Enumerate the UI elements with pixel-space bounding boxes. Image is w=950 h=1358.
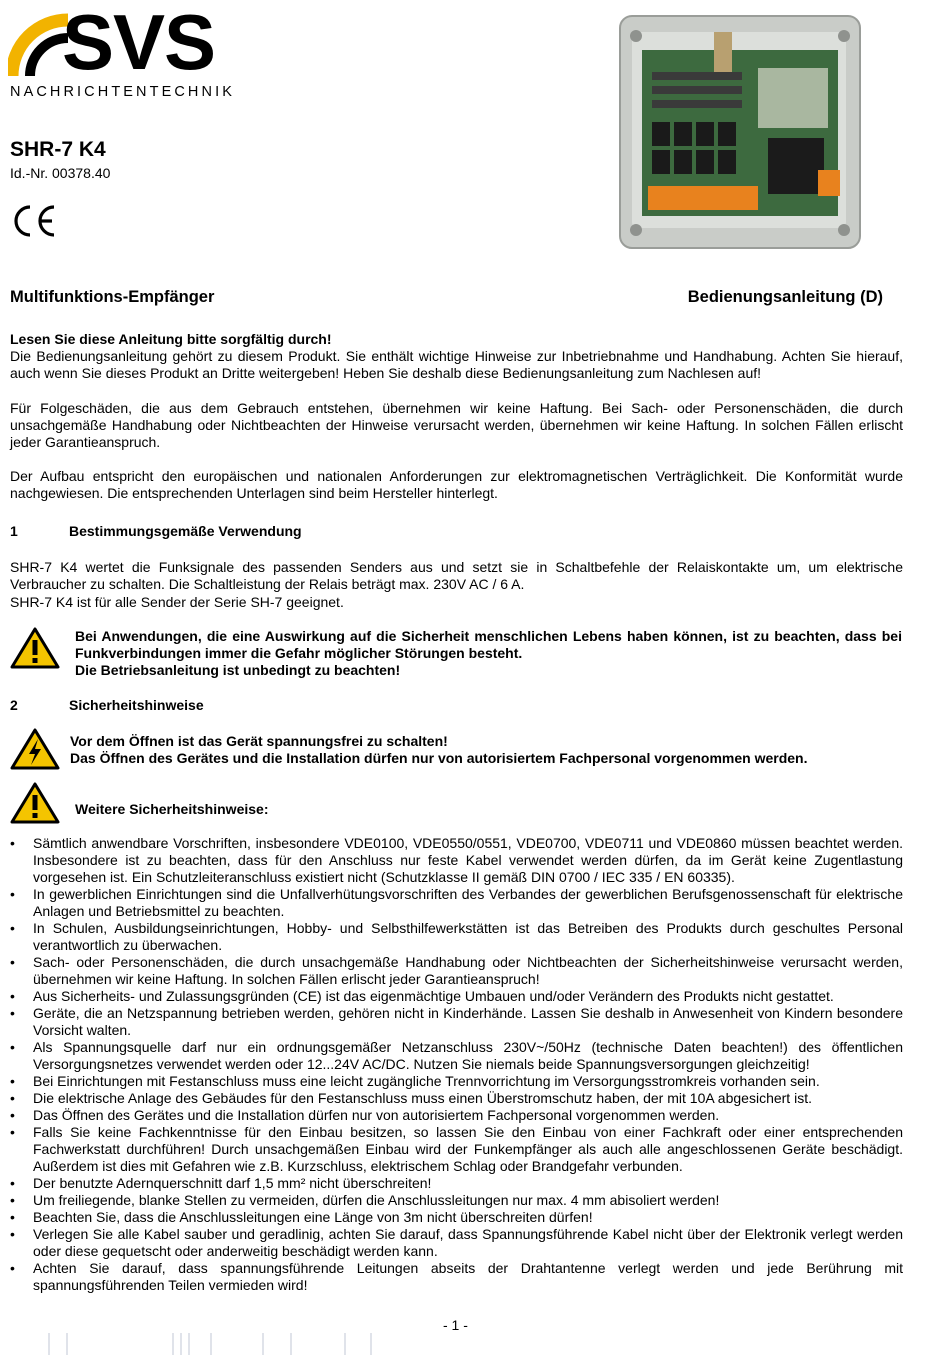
list-item: • Geräte, die an Netzspannung betrieben werden, gehören nicht in Kinderhände. Lassen Sie deshalb in Anwesenheit von Kindern besondere Vorsicht walten.: [10, 1005, 903, 1039]
safety-bullet-list: [10, 835, 903, 1294]
list-item: • Sach- oder Personenschäden, die durch unsachgemäße Handhabung oder Nichtbeachten der Sicherheitshinweise verursacht werden, übernehmen wir keine Haftung. In solchen Fällen erlischt jeder Garantieanspruch!: [10, 954, 903, 988]
list-item: • Sämtlich anwendbare Vorschriften, insbesondere VDE0100, VDE0550/0551, VDE0700, VDE0711 und VDE0860 müssen beachtet werden. Insbesondere ist zu beachten, dass für den Anschluss nur feste Kabel verwendet werden dürfen, da im Gerät keine Zugentlastung vorgesehen ist. Ein Schutzleiteranschluss existiert nicht (Schutzklasse II gemäß DIN 0700 / IEC 335 / EN 60335).: [10, 835, 903, 886]
list-item: • Beachten Sie, dass die Anschlussleitungen eine Länge von 3m nicht überschreiten dürfen!: [10, 1209, 903, 1226]
high-voltage-warning-icon: [10, 728, 60, 770]
intro-lead: Lesen Sie diese Anleitung bitte sorgfältig durch!: [10, 331, 332, 347]
section-2-title: Sicherheitshinweise: [69, 697, 204, 713]
section-1-warning: Bei Anwendungen, die eine Auswirkung auf die Sicherheit menschlichen Lebens haben können, ist zu beachten, dass bei Funkverbindungen immer die Gefahr möglicher Störungen besteht.: [75, 628, 902, 661]
list-item: • Als Spannungsquelle darf nur ein ordnungsgemäßer Netzanschluss 230V~/50Hz (technische Daten beachten!) des öffentlichen Versorgungsnetzes verwendet werden oder 12...24V AC/DC. Nutzen Sie niemals beide Spannungsversorgungen gleichzeitig!: [10, 1039, 903, 1073]
voltage-warning-2: Das Öffnen des Gerätes und die Installation dürfen nur von autorisiertem Fachpersonal vorgenommen werden.: [70, 750, 808, 766]
list-item: • Achten Sie darauf, dass spannungsführende Leitungen abseits der Drahtantenne verlegt werden und jede Berührung mit spannungsführenden Teilen vermieden wird!: [10, 1260, 903, 1294]
list-item: • Um freiliegende, blanke Stellen zu vermeiden, dürfen die Anschlussleitungen nur max. 4 mm abisoliert werden!: [10, 1192, 903, 1209]
logo-wordmark: SVS: [62, 0, 216, 86]
list-item: • Bei Einrichtungen mit Festanschluss muss eine leicht zugängliche Trennvorrichtung im Versorgungsstromkreis vorhanden sein.: [10, 1073, 903, 1090]
ce-mark-icon: [10, 203, 58, 239]
warning-triangle-icon-2: [10, 782, 60, 824]
list-item: • Die elektrische Anlage des Gebäudes für den Festanschluss muss einen Überstromschutz haben, der mit 10A abgesichert ist.: [10, 1090, 903, 1107]
section-1-heading: [10, 523, 302, 540]
page-number: - 1 -: [443, 1317, 468, 1333]
section-1-paragraph-1: SHR-7 K4 wertet die Funksignale des passenden Senders aus und setzt sie in Schaltbefehle der Relaiskontakte um, um elektrische Verbraucher zu schalten. Die Schaltleistung der Relais beträgt max. 230V AC / 6 A.: [10, 559, 903, 592]
list-item: • Das Öffnen des Gerätes und die Installation dürfen nur von autorisiertem Fachpersonal vorgenommen werden.: [10, 1107, 903, 1124]
product-photo: [618, 10, 864, 252]
product-title: SHR-7 K4: [10, 138, 106, 161]
list-item: • In Schulen, Ausbildungseinrichtungen, Hobby- und Selbsthilfewerkstätten ist das Betreiben des Produkts durch geschultes Personal verantwortlich zu überwachen.: [10, 920, 903, 954]
logo-subtitle: NACHRICHTENTECHNIK: [10, 84, 235, 100]
section-1-title: Bestimmungsgemäße Verwendung: [69, 523, 302, 539]
intro-paragraph-3: Der Aufbau entspricht den europäischen und nationalen Anforderungen zur elektromagnetischen Verträglichkeit. Die Konformität wurde nachgewiesen. Die entsprechenden Unterlagen sind beim Hersteller hinterlegt.: [10, 468, 903, 501]
section-2-number: 2: [10, 697, 18, 713]
intro-paragraph-2: Für Folgeschäden, die aus dem Gebrauch entstehen, übernehmen wir keine Haftung. Bei Sach- oder Personenschäden, die durch unsachgemäße Handhabung oder Nichtbeachten der Hinweise verursacht werden, übernehmen wir keine Haftung. In solchen Fällen erlischt jeder Garantieanspruch.: [10, 400, 903, 450]
list-item: • Falls Sie keine Fachkenntnisse für den Einbau besitzen, so lassen Sie den Einbau von einer Fachkraft oder einer entsprechenden Fachwerkstatt durchführen! Durch unsachgemäßen Einbau wird der Funkempfänger als auch alle angeschlossenen Geräte beschädigt. Außerdem ist dies mit Gefahren wie z.B. Kurzschluss, elektrischem Schlag oder Brandgefahr verbunden.: [10, 1124, 903, 1175]
list-item: • In gewerblichen Einrichtungen sind die Unfallverhütungsvorschriften des Verbandes der gewerblichen Berufsgenossenschaft für elektrische Anlagen und Betriebsmittel zu beachten.: [10, 886, 903, 920]
section-1-warning-2: Die Betriebsanleitung ist unbedingt zu beachten!: [75, 662, 401, 678]
list-item: • Verlegen Sie alle Kabel sauber und geradlinig, achten Sie darauf, dass Spannungsführende Kabel nicht über der Elektronik verlegt werden oder diese gequetscht oder anderweitig beschädigt werden kann.: [10, 1226, 903, 1260]
section-1-paragraph-2: SHR-7 K4 ist für alle Sender der Serie SH-7 geeignet.: [10, 594, 344, 610]
voltage-warning-1: Vor dem Öffnen ist das Gerät spannungsfrei zu schalten!: [70, 733, 448, 749]
list-item: • Der benutzte Adernquerschnitt darf 1,5 mm² nicht überschreiten!: [10, 1175, 903, 1192]
warning-triangle-icon: [10, 627, 60, 669]
list-item: • Aus Sicherheits- und Zulassungsgründen (CE) ist das eigenmächtige Umbauen und/oder Verändern des Produkts nicht gestattet.: [10, 988, 903, 1005]
logo-arcs-icon: [8, 10, 70, 78]
section-2-heading: [10, 697, 204, 714]
document-type: Bedienungsanleitung (D): [687, 288, 883, 306]
section-1-number: 1: [10, 523, 18, 539]
product-id-number: Id.-Nr. 00378.40: [10, 165, 111, 181]
document-subject: Multifunktions-Empfänger: [10, 288, 215, 306]
further-safety-heading: Weitere Sicherheitshinweise:: [75, 801, 269, 817]
intro-paragraph-1: Die Bedienungsanleitung gehört zu diesem Produkt. Sie enthält wichtige Hinweise zur Inbetriebnahme und Handhabung. Achten Sie hierauf, auch wenn Sie dieses Produkt an Dritte weitergeben! Heben Sie deshalb diese Bedienungsanleitung zum Nachlesen auf!: [10, 348, 903, 381]
